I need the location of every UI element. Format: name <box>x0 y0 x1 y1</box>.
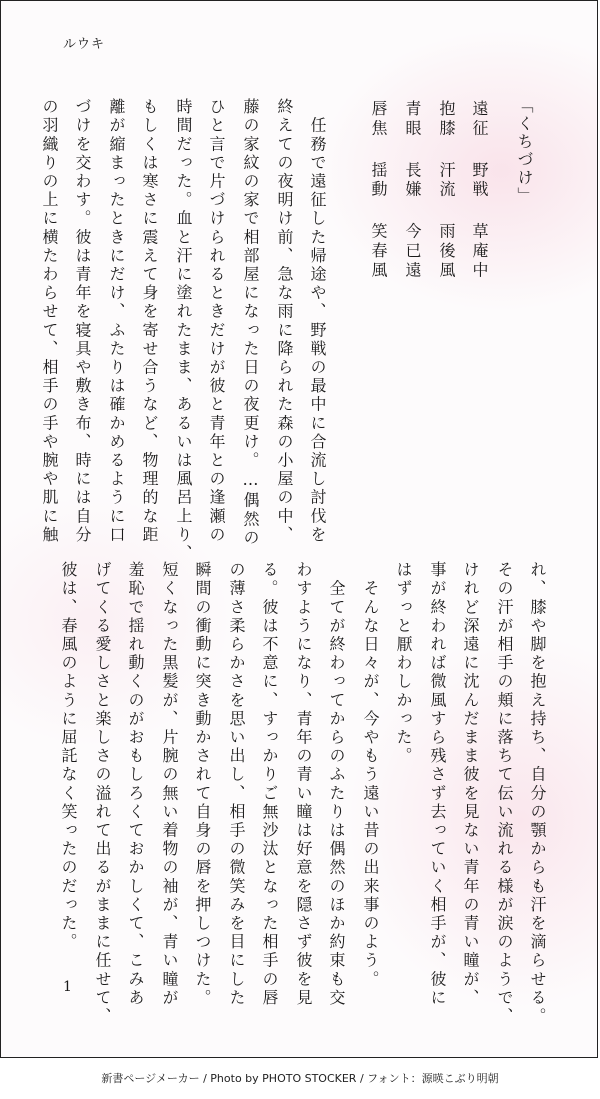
credit-footer: 新書ページメーカー / Photo by PHOTO STOCKER / フォント：源暎こぶり明朝 <box>101 1072 499 1085</box>
body-line: る。彼は不意に、すっかりご無沙汰となった相手の唇 <box>260 561 279 1008</box>
body-line: 任務で遠征した帰途や、野戦の最中に合流し討伐を <box>308 98 327 545</box>
body-line: 時間だった。血と汗に塗れたまま、あるいは風呂上り、 <box>174 98 193 563</box>
body-line: 藤の家紋の家で相部屋になった日の夜更け。…偶然の <box>241 98 260 548</box>
body-line: の薄さ柔らかさを思い出し、相手の微笑みを目にした <box>227 561 246 1008</box>
body-line: げてくる愛しさと楽しさの溢れて出るがままに任せて、 <box>93 561 112 1026</box>
body-line: づけを交わす。彼は青年を寝具や敷き布、時には自分 <box>73 98 92 545</box>
body-line: 離が縮まったときにだけ、ふたりは確かめるように口 <box>107 98 126 545</box>
body-line: 事が終われば微風すら残さず去っていく相手が、彼に <box>428 561 447 1008</box>
poem-line: 抱膝 汗流 雨後風 <box>437 100 456 281</box>
body-line: 終えての夜明け前、急な雨に降られた森の小屋の中、 <box>275 98 294 545</box>
author-name: ルウキ <box>63 37 106 52</box>
body-line: 短くなった黒髪が、片腕の無い着物の袖が、青い瞳が <box>160 561 179 1008</box>
body-line: 瞬間の衝動に突き動かされて自身の唇を押しつけた。 <box>193 561 212 1008</box>
body-line: けれど深遠に沈んだまま彼を見ない青年の青い瞳が、 <box>461 561 480 1008</box>
body-line: ひと言で片づけられるときだけが彼と青年との逢瀬の <box>207 98 226 545</box>
body-line: 羞恥で揺れ動くのがおもしろくておかしくて、こみあ <box>126 561 145 1008</box>
body-line: の羽織りの上に横たわらせて、相手の手や腕や肌に触 <box>40 98 59 545</box>
body-line: はずっと厭わしかった。 <box>394 561 413 766</box>
body-line: 全てが終わってからのふたりは偶然のほか約束も交 <box>327 561 346 1008</box>
poem-line: 遠征 野戦 草庵中 <box>470 100 489 281</box>
body-line: わすようになり、青年の青い瞳は好意を隠さず彼を見 <box>294 561 313 1008</box>
body-line: れ、膝や脚を抱え持ち、自分の顎からも汗を滴らせる。 <box>528 561 547 1026</box>
body-line: もしくは寒さに震えて身を寄せ合うなど、物理的な距 <box>140 98 159 545</box>
page-number: 1 <box>63 979 72 995</box>
story-title: 「くちづけ」 <box>515 97 534 205</box>
poem-line: 唇焦 揺動 笑春風 <box>369 100 388 281</box>
body-line: その汗が相手の頬に落ちて伝い流れる様が涙のようで、 <box>495 561 514 1026</box>
body-line: 彼は、春風のように屈託なく笑ったのだった。 <box>59 561 78 952</box>
body-line: そんな日々が、今やもう遠い昔の出来事のよう。 <box>361 561 380 989</box>
poem-line: 青眼 長嫌 今已遠 <box>403 100 422 281</box>
